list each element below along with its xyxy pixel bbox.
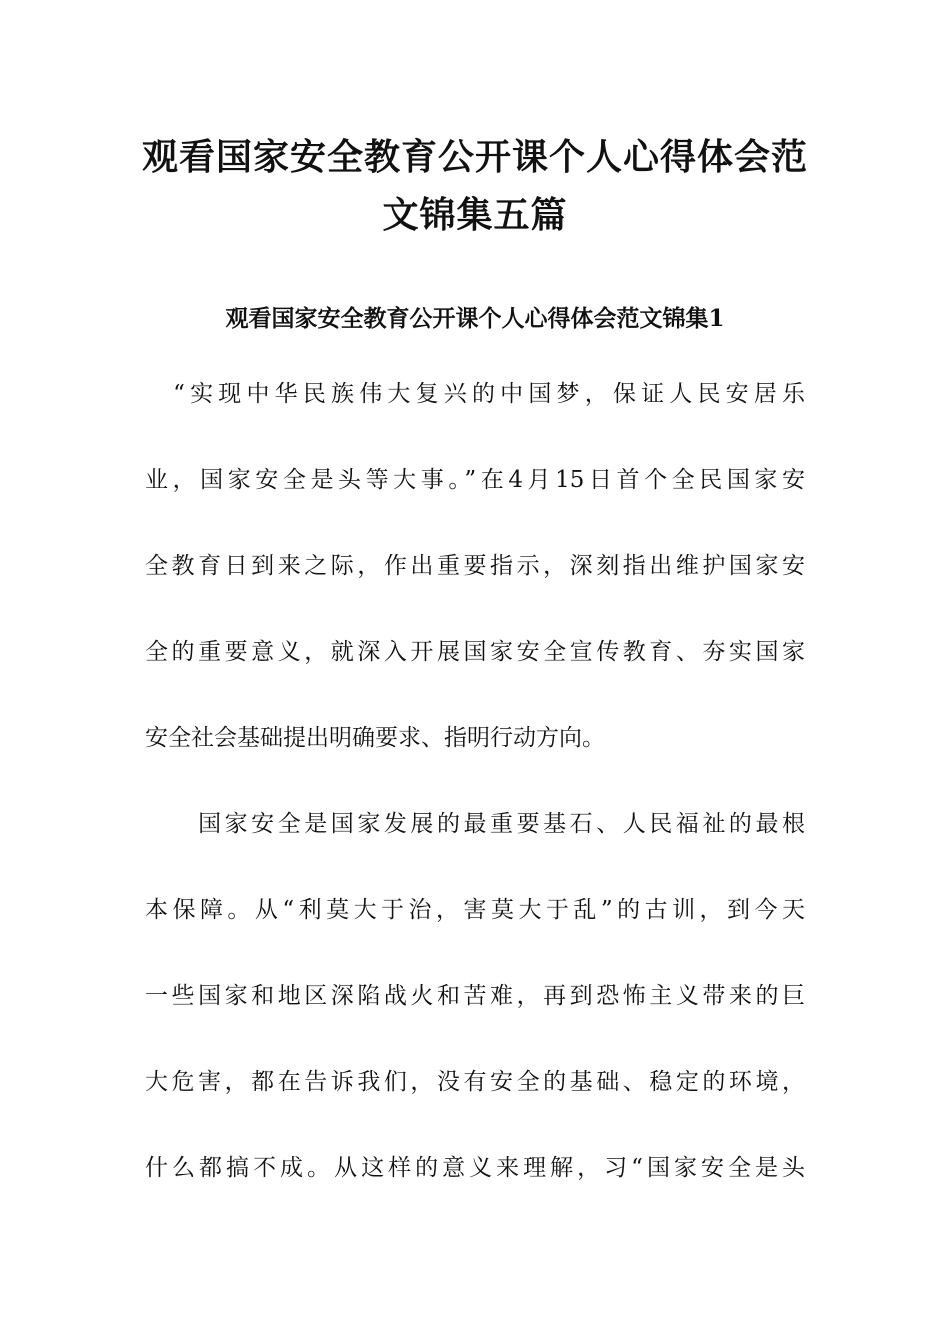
paragraph-line: 安全社会基础提出明确要求、指明行动方向。 bbox=[145, 725, 605, 751]
paragraph-line: 国家安全是国家发展的最重要基石、人民福祉的最根 bbox=[145, 811, 805, 837]
paragraph-line: 全的重要意义，就深入开展国家安全宣传教育、夯实国家 bbox=[145, 639, 805, 665]
paragraph-line: 全教育日到来之际，作出重要指示，深刻指出维护国家安 bbox=[145, 553, 805, 579]
paragraph-line: “实现中华民族伟大复兴的中国梦，保证人民安居乐 bbox=[145, 381, 805, 407]
document-title-line-1: 观看国家安全教育公开课个人心得体会范 bbox=[141, 137, 808, 178]
paragraph-line: 大危害，都在告诉我们，没有安全的基础、稳定的环境， bbox=[145, 1069, 805, 1095]
paragraph-line: 什么都搞不成。从这样的意义来理解，习“国家安全是头 bbox=[145, 1155, 805, 1181]
document-title-line-2: 文锦集五篇 bbox=[382, 195, 568, 236]
section-heading: 观看国家安全教育公开课个人心得体会范文锦集1 bbox=[225, 305, 725, 332]
paragraph-line: 本保障。从“利莫大于治，害莫大于乱”的古训，到今天 bbox=[145, 897, 805, 923]
paragraph-line: 一些国家和地区深陷战火和苦难，再到恐怖主义带来的巨 bbox=[145, 983, 805, 1009]
paragraph-line: 业，国家安全是头等大事。”在4月15日首个全民国家安 bbox=[145, 467, 805, 493]
